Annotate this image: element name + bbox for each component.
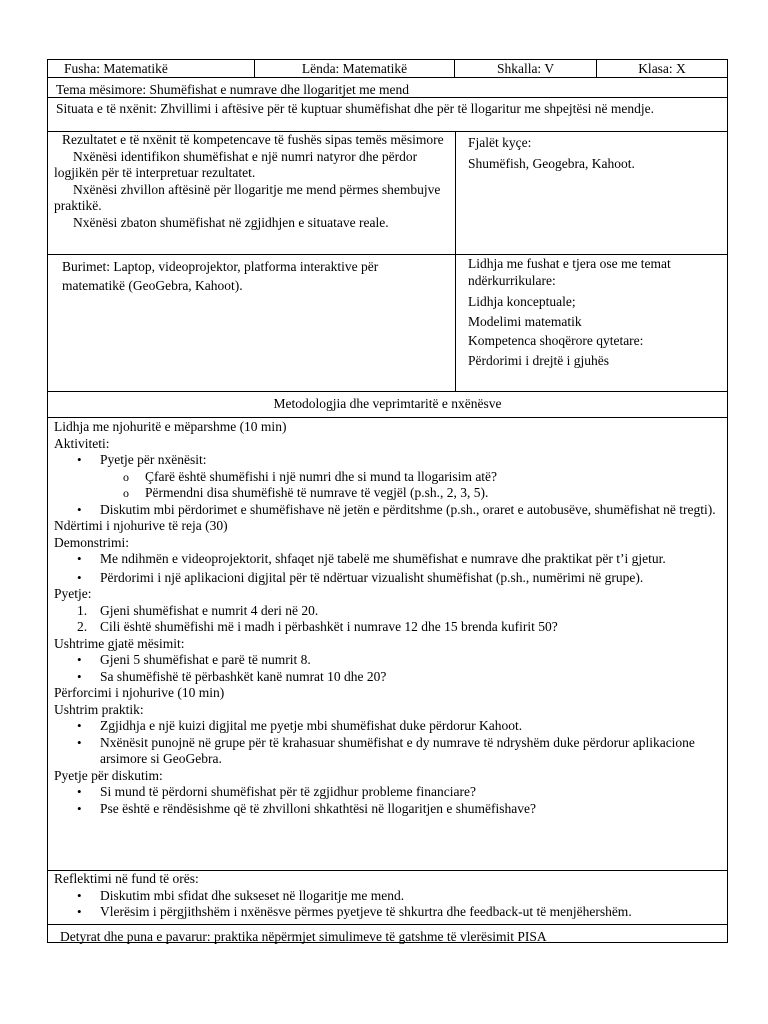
- reflektimi-heading: Reflektimi në fund të orës:: [54, 871, 199, 886]
- lidhja-cell: [456, 255, 727, 391]
- lidhja-item: Modelimi matematik: [468, 313, 582, 329]
- lidhja-item: Lidhja konceptuale;: [468, 294, 576, 309]
- list-item: • Gjeni 5 shumëfishat e parë të numrit 8.: [54, 652, 721, 669]
- rezultatet-item: Nxënësi zbaton shumëfishat në zgjidhjen e situatave reale.: [73, 214, 389, 230]
- lesson-plan-table: [47, 59, 728, 943]
- ndertimi-heading: Ndërtimi i njohurive të reja (30): [54, 518, 228, 533]
- shkalla-cell: Shkalla: V: [455, 60, 597, 77]
- demonstrimi-heading: Demonstrimi:: [54, 534, 129, 550]
- reflektimi-cell: [48, 871, 727, 924]
- metodologjia-body-row: [47, 418, 728, 871]
- rezultatet-item: Nxënësi identifikon shumëfishat e një numri natyror dhe përdor logjikën për të interpretuar rezultatet.: [54, 148, 418, 180]
- tema-text: Tema mësimore: Shumëfishat e numrave dhe llogaritjet me mend: [56, 82, 409, 97]
- ushtrime-heading: Ushtrime gjatë mësimit:: [54, 635, 185, 651]
- aktiviteti-heading: Aktiviteti:: [54, 435, 110, 451]
- list-item: • Përdorimi i një aplikacioni digjital për të ndërtuar vizualisht shumëfishat (p.sh., numërimi në grupe).: [54, 570, 721, 587]
- lenda-cell: Lënda: Matematikë: [255, 60, 455, 77]
- fjalet-title: Fjalët kyçe:: [468, 135, 532, 150]
- list-item: • Pse është e rëndësishme që të zhvilloni shkathtësi në llogaritjen e shumëfishave?: [54, 801, 721, 818]
- situata-text: Situata e të nxënit: Zhvillimi i aftësive për të kuptuar shumëfishat dhe për të llogaritur me shpejtësi në mendje.: [56, 101, 654, 116]
- list-item: 2. Cili është shumëfishi më i madh i përbashkët i numrave 12 dhe 15 brenda kufirit 50?: [77, 619, 558, 634]
- list-item: • Pyetje për nxënësit:: [54, 452, 721, 469]
- pyetje-diskutim-heading: Pyetje për diskutim:: [54, 767, 163, 783]
- list-item: 1. Gjeni shumëfishat e numrit 4 deri në 20.: [77, 602, 319, 618]
- fjalet-value: Shumëfish, Geogebra, Kahoot.: [468, 155, 635, 171]
- fjalet-cell: [456, 132, 727, 254]
- list-item: • Me ndihmën e videoprojektorit, shfaqet një tabelë me shumëfishat e numrave dhe praktikat për t’i gjetur.: [54, 551, 721, 568]
- list-item: • Si mund të përdorni shumëfishat për të zgjidhur probleme financiare?: [54, 784, 721, 801]
- list-item: • Zgjidhja e një kuizi digjital me pyetje mbi shumëfishat duke përdorur Kahoot.: [54, 718, 721, 735]
- metodologjia-title: Metodologjia dhe veprimtaritë e nxënësve: [273, 396, 502, 411]
- detyrat-row: [47, 925, 728, 943]
- fusha-cell: Fusha: Matematikë: [48, 60, 255, 77]
- situata-row: [47, 98, 728, 132]
- rezultatet-cell: [48, 132, 456, 254]
- list-item: • Vlerësim i përgjithshëm i nxënësve përmes pyetjeve të shkurtra dhe feedback-ut të menjëhershëm.: [54, 904, 721, 921]
- metodologjia-body: [48, 418, 727, 870]
- reflektimi-row: [47, 871, 728, 925]
- list-item: • Sa shumëfishë të përbashkët kanë numrat 10 dhe 20?: [54, 669, 721, 686]
- lidhja-title: Lidhja me fushat e tjera ose me temat ndërkurrikulare:: [468, 256, 671, 288]
- header-row: [47, 59, 728, 78]
- detyrat-text: Detyrat dhe puna e pavarur: praktika nëpërmjet simulimeve të gatshme të vlerësimit PISA: [60, 929, 547, 944]
- list-item: • Nxënësit punojnë në grupe për të krahasuar shumëfishat e dy numrave të ndryshëm duke përdorur aplikacione arsimore si GeoGebra.: [54, 735, 721, 768]
- list-item: o Përmendni disa shumëfishë të numrave të vegjël (p.sh., 2, 3, 5).: [54, 485, 721, 502]
- list-item: o Çfarë është shumëfishi i një numri dhe si mund ta llogarisim atë?: [54, 469, 721, 486]
- list-item: • Diskutim mbi sfidat dhe sukseset në llogaritje me mend.: [54, 888, 721, 905]
- rezultatet-item: Nxënësi zhvillon aftësinë për llogaritje me mend përmes shembujve praktikë.: [54, 181, 441, 213]
- burimet-cell: Burimet: Laptop, videoprojektor, platforma interaktive për matematikë (GeoGebra, Kahoot).: [48, 255, 456, 391]
- burimet-row: [47, 255, 728, 392]
- tema-row: [47, 78, 728, 98]
- perforcimi-heading: Përforcimi i njohurive (10 min): [54, 685, 225, 700]
- rezultatet-title: Rezultatet e të nxënit të kompetencave të fushës sipas temës mësimore: [62, 132, 444, 147]
- list-item: • Diskutim mbi përdorimet e shumëfishave në jetën e përditshme (p.sh., oraret e autobusëve, shumëfishat në tregti).: [54, 502, 721, 519]
- rezultatet-row: [47, 132, 728, 255]
- klasa-cell: Klasa: X: [638, 61, 686, 76]
- pyetje-heading: Pyetje:: [54, 586, 92, 601]
- metodologjia-title-row: [47, 392, 728, 418]
- ushtrim-praktik-heading: Ushtrim praktik:: [54, 701, 144, 717]
- lidhja-item: Kompetenca shoqërore qytetare:: [468, 333, 644, 348]
- lidhja-item: Përdorimi i drejtë i gjuhës: [468, 352, 609, 368]
- lidhja-njohurite-heading: Lidhja me njohuritë e mëparshme (10 min): [54, 419, 287, 434]
